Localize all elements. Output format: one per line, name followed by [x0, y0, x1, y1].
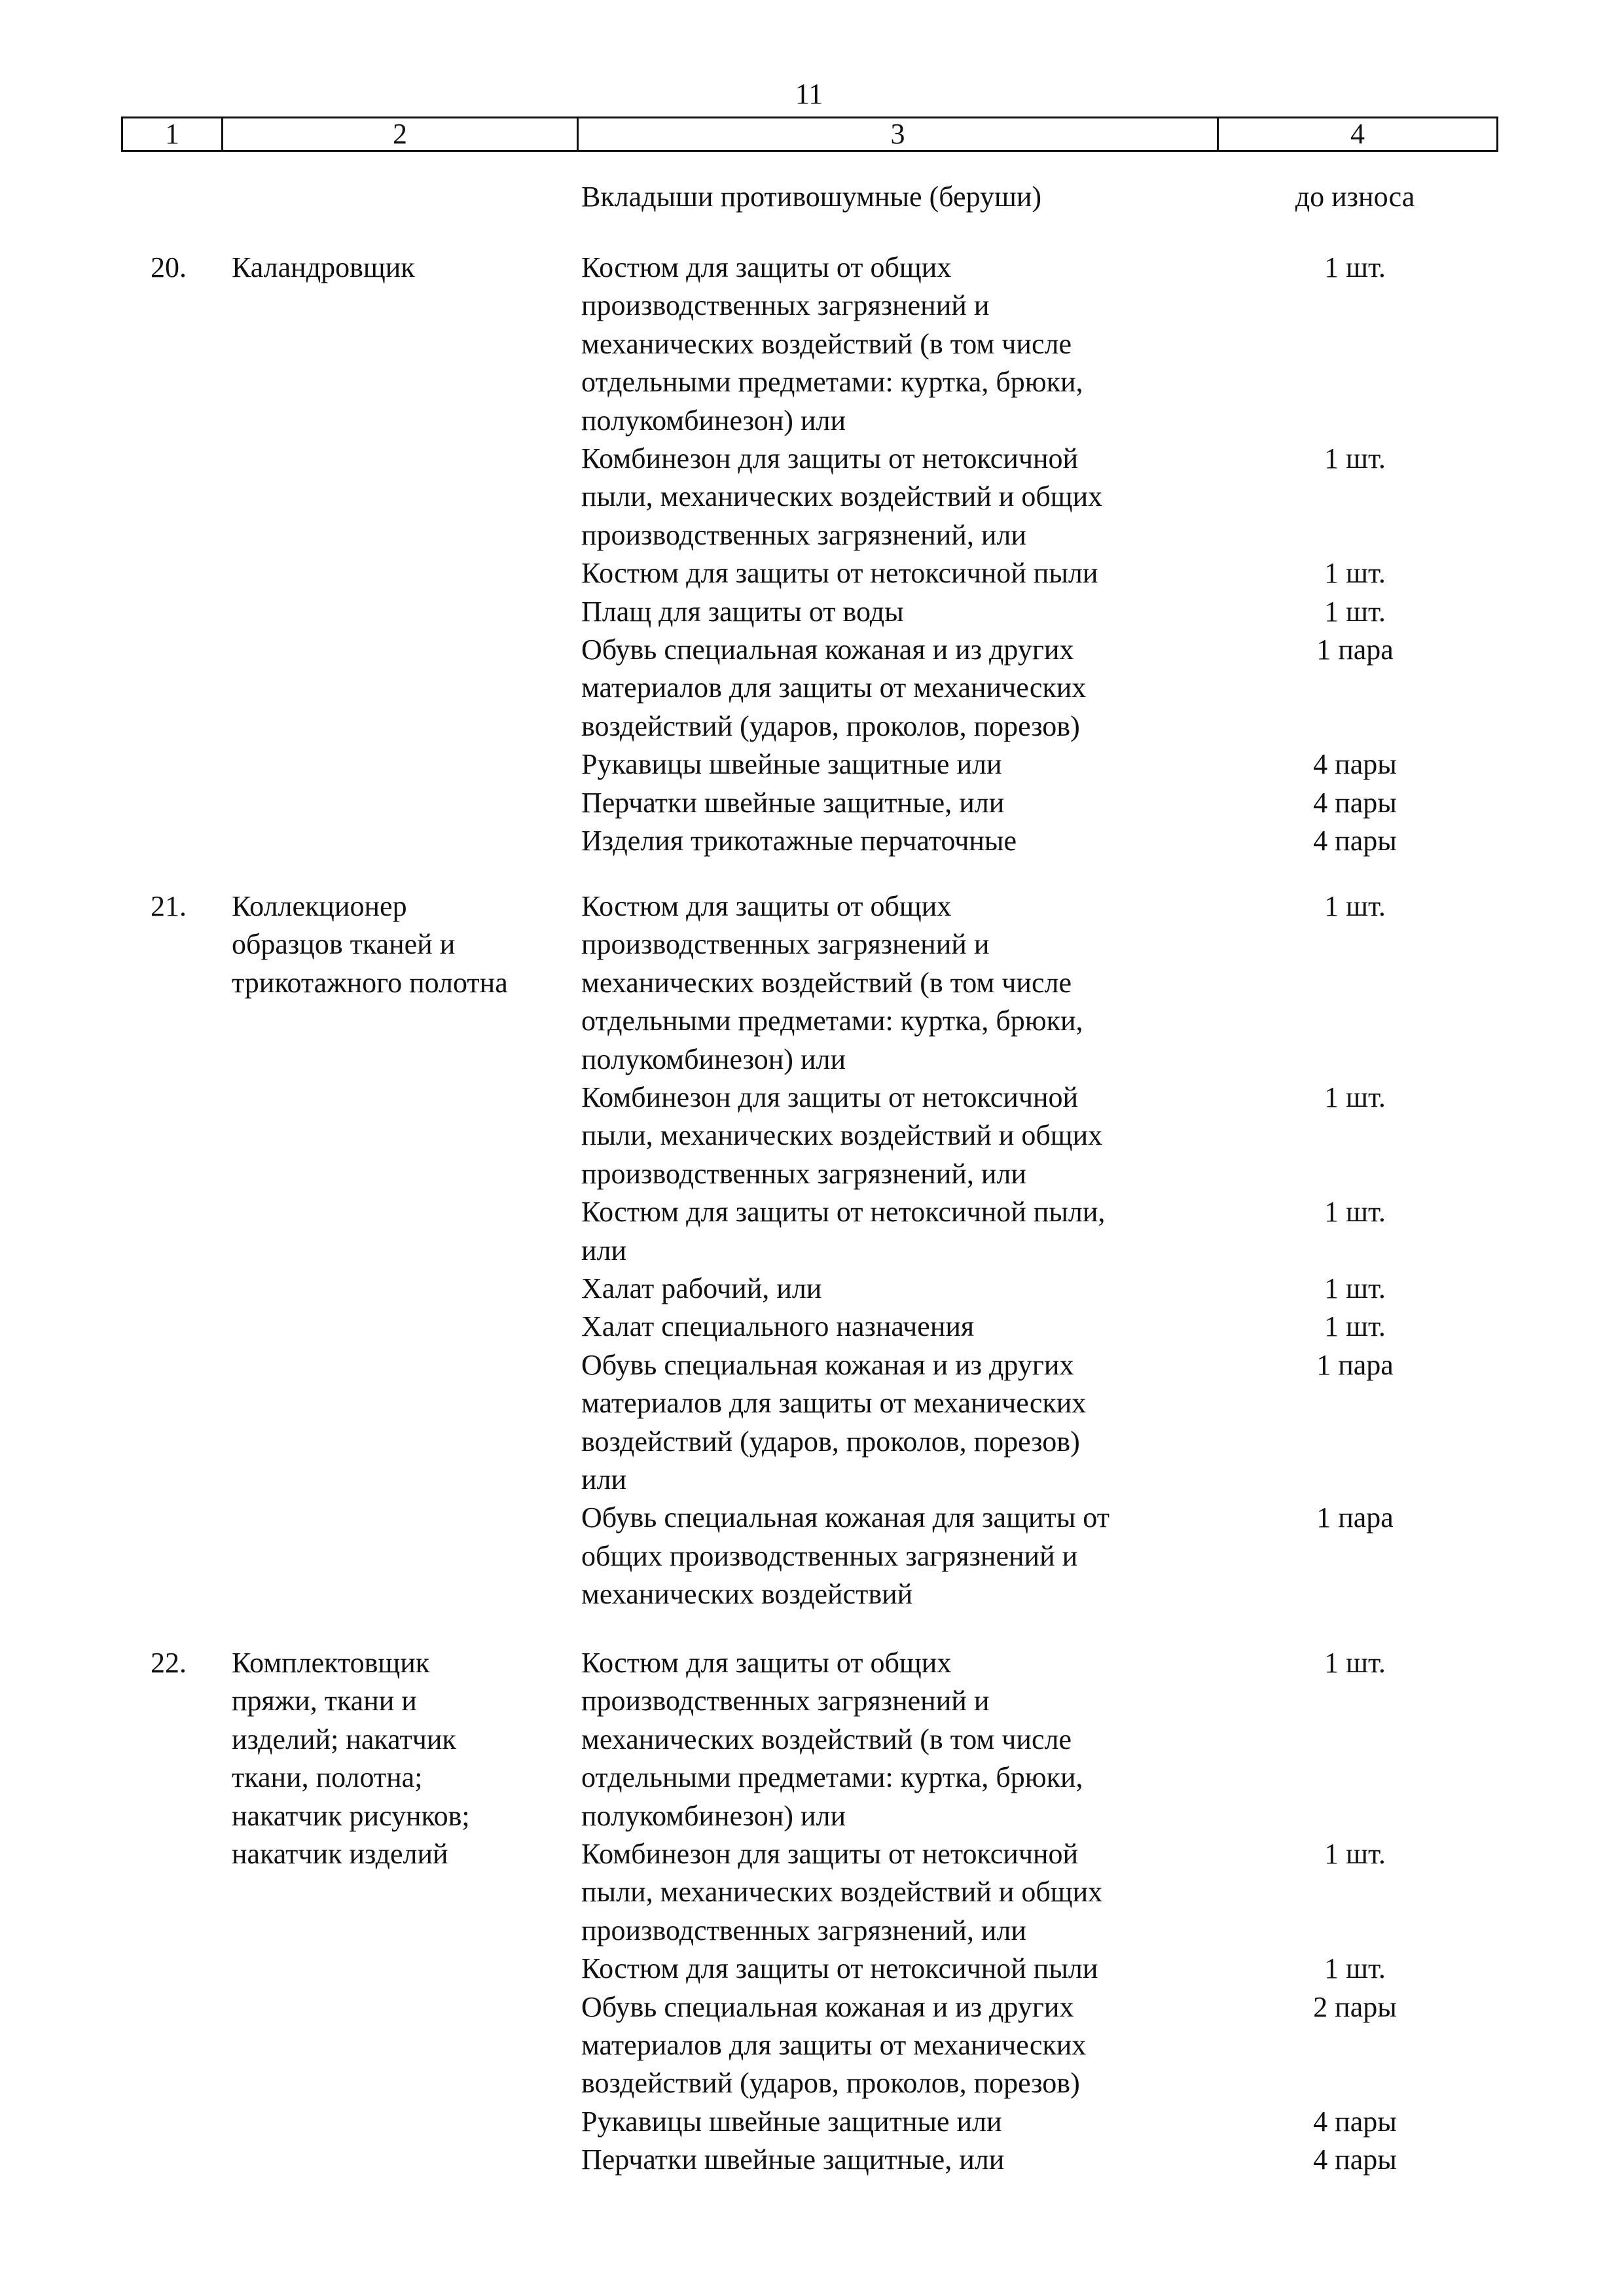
ppe-item-line: пыли, механических воздействий и общих	[581, 1119, 1103, 1152]
ppe-item-line: Костюм для защиты от общих	[581, 251, 952, 283]
ppe-item-line: Обувь специальная кожаная и из других	[581, 1990, 1074, 2023]
ppe-item-quantity: 1 шт.	[1324, 890, 1386, 922]
entry-number: 20.	[151, 251, 187, 283]
ppe-item-quantity: 1 шт.	[1324, 442, 1386, 475]
ppe-item-line: материалов для защиты от механических	[581, 672, 1087, 704]
ppe-item-line: Рукавицы швейные защитные или	[581, 748, 1002, 781]
ppe-item-line: отдельными предметами: куртка, брюки,	[581, 1761, 1083, 1794]
ppe-item-line: воздействий (ударов, проколов, порезов)	[581, 2067, 1080, 2100]
ppe-item-line: Костюм для защиты от нетоксичной пыли,	[581, 1196, 1106, 1229]
ppe-item-line: Костюм для защиты от общих	[581, 890, 952, 922]
entry-number: 21.	[151, 890, 187, 922]
ppe-item-line: полукомбинезон) или	[581, 1043, 846, 1075]
ppe-item-line: отдельными предметами: куртка, брюки,	[581, 1005, 1083, 1037]
ppe-item-line: производственных загрязнений и	[581, 289, 990, 322]
ppe-item-line: полукомбинезон) или	[581, 1799, 846, 1832]
ppe-item-quantity: 2 пары	[1313, 1990, 1397, 2023]
ppe-item-line: механических воздействий (в том числе	[581, 1723, 1072, 1755]
ppe-item-line: Костюм для защиты от общих	[581, 1647, 952, 1679]
ppe-item-line: Обувь специальная кожаная для защиты от	[581, 1501, 1110, 1534]
ppe-item-line: пыли, механических воздействий и общих	[581, 1876, 1103, 1909]
position-title-line: Каландровщик	[232, 251, 415, 283]
ppe-item-line: Обувь специальная кожаная и из других	[581, 1348, 1074, 1381]
ppe-item-line: механических воздействий (в том числе	[581, 966, 1072, 999]
ppe-item-line: механических воздействий	[581, 1578, 913, 1611]
column-header-2: 2	[393, 118, 407, 150]
entry-number: 22.	[151, 1647, 187, 1679]
ppe-item-line: Перчатки швейные защитные, или	[581, 786, 1005, 819]
ppe-item-quantity: 1 шт.	[1324, 1272, 1386, 1304]
position-title-line: Коллекционер	[232, 890, 407, 922]
ppe-item-line: воздействий (ударов, проколов, порезов)	[581, 709, 1080, 742]
ppe-item-line: полукомбинезон) или	[581, 404, 846, 437]
column-header-4: 4	[1350, 118, 1365, 150]
ppe-item-line: Перчатки швейные защитные, или	[581, 2144, 1005, 2176]
ppe-item-line: воздействий (ударов, проколов, порезов)	[581, 1425, 1080, 1458]
ppe-item-line: материалов для защиты от механических	[581, 1387, 1087, 1420]
ppe-item-quantity: 1 шт.	[1324, 1952, 1386, 1985]
position-title-line: образцов тканей и	[232, 928, 456, 961]
ppe-item-line: производственных загрязнений, или	[581, 518, 1026, 551]
ppe-item-line: Обувь специальная кожаная и из других	[581, 634, 1074, 666]
ppe-item-quantity: 1 шт.	[1324, 1081, 1386, 1113]
ppe-item-quantity: 1 шт.	[1324, 1838, 1386, 1870]
column-header-1: 1	[165, 118, 179, 150]
ppe-item-line: Халат специального назначения	[581, 1310, 975, 1343]
ppe-item-quantity: 1 шт.	[1324, 1647, 1386, 1679]
ppe-item-line: пыли, механических воздействий и общих	[581, 480, 1103, 513]
ppe-item-quantity: 1 шт.	[1324, 595, 1386, 628]
ppe-item-line: Комбинезон для защиты от нетоксичной	[581, 442, 1079, 475]
ppe-item-line: Изделия трикотажные перчаточные	[581, 825, 1017, 857]
ppe-item-line: Комбинезон для защиты от нетоксичной	[581, 1838, 1079, 1870]
ppe-item-line: Плащ для защиты от воды	[581, 595, 904, 628]
position-title-line: изделий; накатчик	[232, 1723, 456, 1755]
ppe-item-line: материалов для защиты от механических	[581, 2029, 1087, 2061]
position-title-line: накатчик рисунков;	[232, 1799, 470, 1832]
position-title-line: трикотажного полотна	[232, 966, 508, 999]
ppe-item-quantity: 1 шт.	[1324, 1310, 1386, 1343]
ppe-item-line: Комбинезон для защиты от нетоксичной	[581, 1081, 1079, 1113]
ppe-item-line: механических воздействий (в том числе	[581, 327, 1072, 360]
ppe-item-quantity: 4 пары	[1313, 2144, 1397, 2176]
position-title-line: ткани, полотна;	[232, 1761, 423, 1794]
intro-item: Вкладыши противошумные (беруши)	[581, 181, 1042, 213]
position-title-line: пряжи, ткани и	[232, 1685, 417, 1717]
ppe-item-quantity: 1 пара	[1316, 634, 1394, 666]
ppe-item-quantity: 1 шт.	[1324, 557, 1386, 590]
ppe-item-line: производственных загрязнений, или	[581, 1157, 1026, 1190]
ppe-item-line: или	[581, 1463, 627, 1496]
ppe-item-line: Халат рабочий, или	[581, 1272, 822, 1304]
ppe-item-line: производственных загрязнений и	[581, 1685, 990, 1717]
ppe-item-line: Костюм для защиты от нетоксичной пыли	[581, 557, 1098, 590]
ppe-item-quantity: 1 пара	[1316, 1501, 1394, 1534]
position-title-line: накатчик изделий	[232, 1838, 448, 1870]
intro-qty: до износа	[1295, 181, 1415, 213]
ppe-item-line: отдельными предметами: куртка, брюки,	[581, 366, 1083, 399]
ppe-item-quantity: 1 шт.	[1324, 251, 1386, 283]
ppe-item-quantity: 4 пары	[1313, 786, 1397, 819]
ppe-item-line: или	[581, 1234, 627, 1266]
ppe-item-quantity: 4 пары	[1313, 825, 1397, 857]
position-title-line: Комплектовщик	[232, 1647, 430, 1679]
ppe-item-line: Костюм для защиты от нетоксичной пыли	[581, 1952, 1098, 1985]
ppe-item-quantity: 1 шт.	[1324, 1196, 1386, 1229]
column-header-row	[121, 117, 1498, 152]
ppe-item-line: общих производственных загрязнений и	[581, 1539, 1078, 1572]
ppe-item-line: производственных загрязнений, или	[581, 1914, 1026, 1946]
ppe-item-line: Рукавицы швейные защитные или	[581, 2105, 1002, 2138]
ppe-item-quantity: 1 пара	[1316, 1348, 1394, 1381]
ppe-item-line: производственных загрязнений и	[581, 928, 990, 961]
ppe-item-quantity: 4 пары	[1313, 748, 1397, 781]
column-header-3: 3	[890, 118, 905, 150]
ppe-item-quantity: 4 пары	[1313, 2105, 1397, 2138]
page-number: 11	[795, 78, 823, 110]
